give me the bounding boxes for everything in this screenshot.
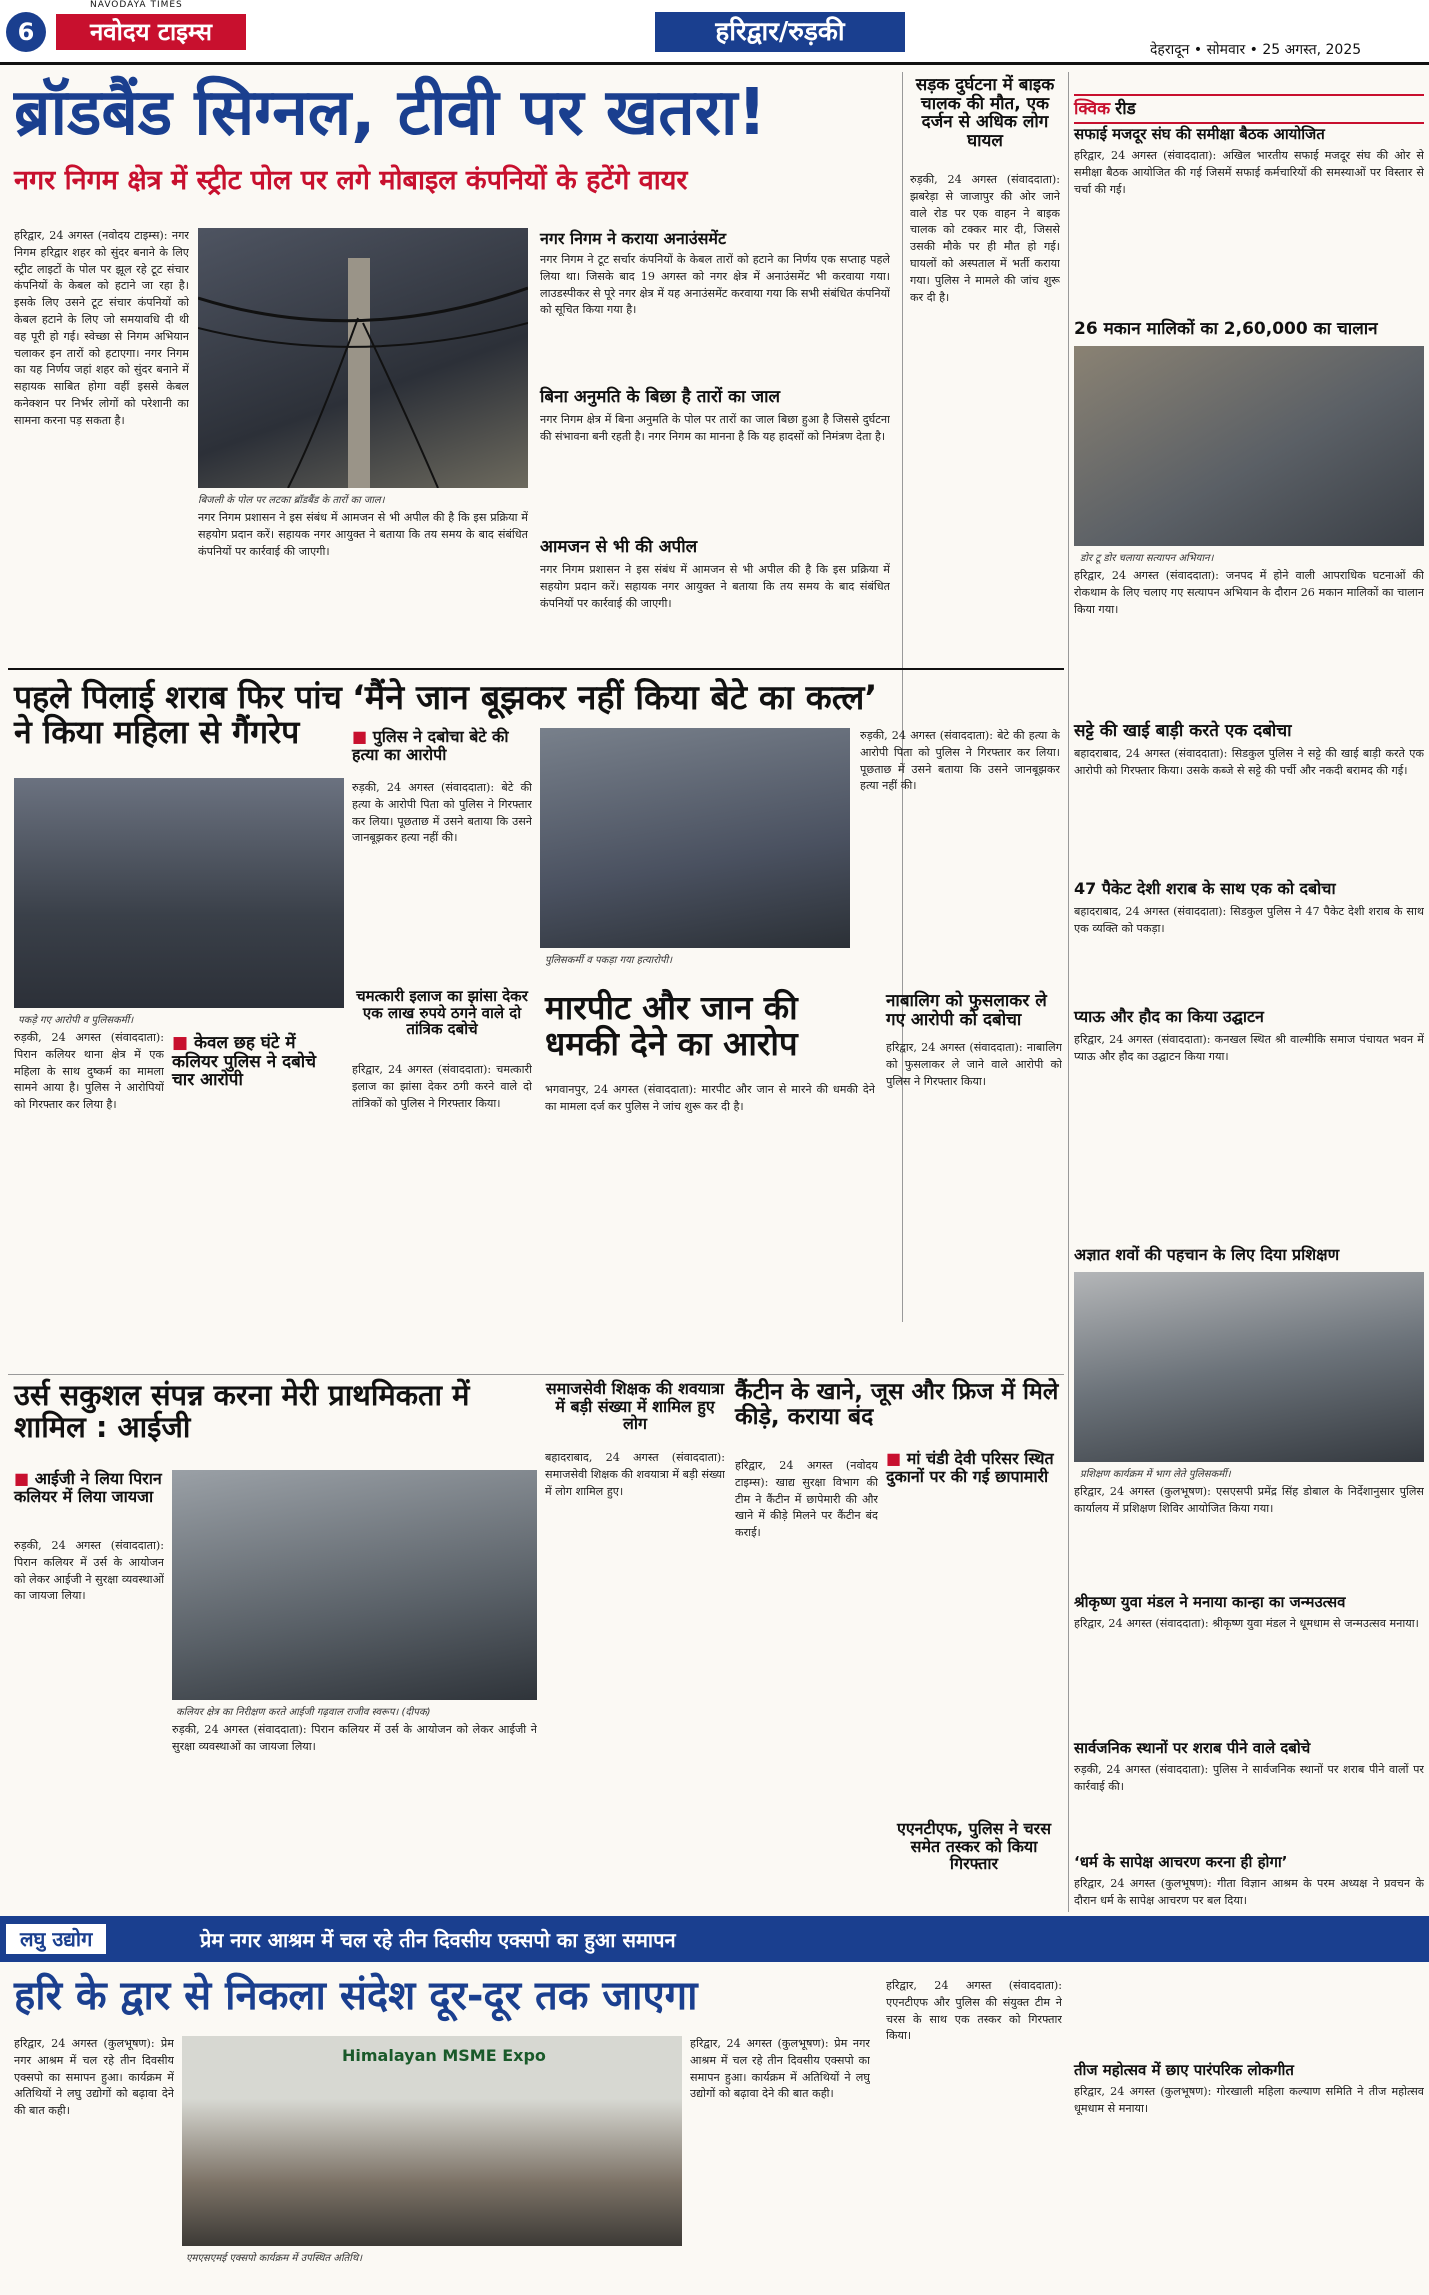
story8-headline: समाजसेवी शिक्षक की शवयात्रा में बड़ी संख्या में शामिल हुए लोग (545, 1379, 725, 1434)
story9-body: हरिद्वार, 24 अगस्त (नवोदय टाइम्स): खाद्य सुरक्षा विभाग की टीम ने कैंटीन में छापेमारी की और खाने में कीड़े मिलने पर कैंटीन बंद कराई। (735, 1459, 878, 1540)
masthead-tag: NAVODAYA TIMES (90, 0, 183, 10)
story3-body-cont: रुड़की, 24 अगस्त (संवाददाता): बेटे की हत्या के आरोपी पिता को पुलिस ने गिरफ्तार कर लिया। पूछताछ में उसने बताया कि उसने जानबूझकर हत्या नहीं की। (860, 729, 1060, 793)
story7-photo-caption: कलियर क्षेत्र का निरीक्षण करते आईजी गढ़वाल राजीव स्वरूप। (दीपक) (176, 1707, 431, 1718)
qr-photo (1074, 346, 1424, 546)
lead-sub1-body: नगर निगम ने टूट सर्चार कंपनियों के केबल तारों को हटाने का निर्णय एक सप्ताह पहले लिया था। जिसके बाद 19 अगस्त को नगर क्षेत्र में अनाउंसमेंट भी करवाया गया। लाउडस्पीकर से पूरे नगर क्षेत्र में यह अनाउंसमेंट करवाया गया कि सभी संबंधित कंपनियों को सूचित किया गया है। (540, 253, 890, 317)
story3-body: रुड़की, 24 अगस्त (संवाददाता): बेटे की हत्या के आरोपी पिता को पुलिस ने गिरफ्तार कर लिया। पूछताछ में उसने बताया कि उसने जानबूझकर हत्या नहीं की। (352, 781, 532, 845)
qr-item8-body: रुड़की, 24 अगस्त (संवाददाता): पुलिस ने सार्वजनिक स्थानों पर शराब पीने वालों पर कार्रवाई की। (1074, 1763, 1424, 1793)
story3-photo (540, 728, 850, 948)
banner-text: प्रेम नगर आश्रम में चल रहे तीन दिवसीय एक्सपो का हुआ समापन (200, 1928, 676, 1952)
lead-photo (198, 228, 528, 488)
qr-item3-body: बहादराबाद, 24 अगस्त (संवाददाता): सिडकुल पुलिस ने सट्टे की खाई बाड़ी करते एक आरोपी को गिरफ्तार किया। उसके कब्जे से सट्टे की पर्ची और नकदी बरामद की गई। (1074, 747, 1424, 777)
lead-body: हरिद्वार, 24 अगस्त (नवोदय टाइम्स): नगर निगम हरिद्वार शहर को सुंदर बनाने के लिए स्ट्रीट लाइटों के पोल पर झूल रहे टूट संचार कंपनियों के केबल को हटाने जा रहा है। इसके लिए उसने टूट संचार कंपनियों को केबल हटाने के लिए जो समयावधि दी थी वह पूरी हो गई। स्वेच्छा से निगम अभियान चलाकर इन तारों को हटाएगा। नगर निगम का यह निर्णय जहां शहर को सुंदर बनाने में सहायक साबित होगा वहीं इससे केबल कनेक्शन पर निर्भर लोगों को परेशानी का सामना करना पड़ सकता है। (14, 229, 189, 427)
story11-headline: हरि के द्वार से निकला संदेश दूर-दूर तक जाएगा (14, 1973, 698, 2019)
story7-photo (172, 1470, 537, 1700)
row-rule (8, 668, 1064, 670)
story2-body: रुड़की, 24 अगस्त (संवाददाता): पिरान कलियर थाना क्षेत्र में एक महिला के साथ दुष्कर्म का मामला सामने आया है। पुलिस ने आरोपियों को गिरफ्तार कर लिया है। (14, 1031, 164, 1112)
qr-item10-head: तीज महोत्सव में छाए पारंपरिक लोकगीत (1074, 2061, 1294, 2079)
qr-item10-body: हरिद्वार, 24 अगस्त (कुलभूषण): गोरखाली महिला कल्याण समिति ने तीज महोत्सव धूमधाम से मनाया। (1074, 2085, 1424, 2115)
qr-item3-head: सट्टे की खाई बाड़ी करते एक दबोचा (1074, 721, 1292, 741)
story3-photo-caption: पुलिसकर्मी व पकड़ा गया हत्यारोपी। (545, 955, 672, 966)
quick-read-label-a: क्विक (1074, 99, 1111, 119)
story2-photo-caption: पकड़े गए आरोपी व पुलिसकर्मी। (18, 1015, 134, 1026)
qr-item6-head: अज्ञात शवों की पहचान के लिए दिया प्रशिक्षण (1074, 1245, 1340, 1264)
story11-body: हरिद्वार, 24 अगस्त (कुलभूषण): प्रेम नगर आश्रम में चल रहे तीन दिवसीय एक्सपो का समापन हुआ। कार्यक्रम में अतिथियों ने लघु उद्योगों को बढ़ावा देने की बात कही। (14, 2037, 174, 2118)
story9-sub: ■ मां चंडी देवी परिसर स्थित दुकानों पर की गई छापामारी (886, 1450, 1062, 1485)
story3-headline: ‘मैंने जान बूझकर नहीं किया बेटे का कत्ल’ (352, 678, 878, 718)
story6-body: हरिद्वार, 24 अगस्त (संवाददाता): नाबालिग को फुसलाकर ले जाने वाले आरोपी को पुलिस ने गिरफ्तार किया। (886, 1041, 1062, 1088)
story5-body: भगवानपुर, 24 अगस्त (संवाददाता): मारपीट और जान से मारने की धमकी देने का मामला दर्ज कर पुलिस ने जांच शुरू कर दी है। (545, 1083, 875, 1113)
column-rule-2 (1068, 72, 1069, 1912)
story2-photo (14, 778, 344, 1008)
qr-item9-head: ‘धर्म के सापेक्ष आचरण करना ही होगा’ (1074, 1853, 1288, 1871)
qr-item4-head: 47 पैकेट देशी शराब के साथ एक को दबोचा (1074, 879, 1336, 898)
qr-item5-head: प्याऊ और हौद का किया उद्घाटन (1074, 1007, 1264, 1026)
story7-body-cont: रुड़की, 24 अगस्त (संवाददाता): पिरान कलियर में उर्स के आयोजन को लेकर आईजी ने सुरक्षा व्यवस्थाओं का जायजा लिया। (172, 1723, 537, 1753)
page-number: 6 (6, 12, 46, 52)
qr-photo-caption: डोर टू डोर चलाया सत्यापन अभियान। (1080, 553, 1214, 564)
qr-item7-body: हरिद्वार, 24 अगस्त (संवाददाता): श्रीकृष्ण युवा मंडल ने धूमधाम से जन्मउत्सव मनाया। (1074, 1617, 1419, 1630)
qr-item1-head: सफाई मजदूर संघ की समीक्षा बैठक आयोजित (1074, 125, 1325, 143)
qr-photo2 (1074, 1272, 1424, 1462)
section-title: हरिद्वार/रुड़की (655, 12, 905, 52)
story11-body-cont: हरिद्वार, 24 अगस्त (कुलभूषण): प्रेम नगर आश्रम में चल रहे तीन दिवसीय एक्सपो का समापन हुआ। कार्यक्रम में अतिथियों ने लघु उद्योगों को बढ़ावा देने की बात कही। (690, 2037, 870, 2101)
story2-headline: पहले पिलाई शराब फिर पांच ने किया महिला से गैंगरेप (14, 678, 342, 752)
expo-sign: Himalayan MSME Expo (342, 2046, 546, 2065)
story3-sub: ■ पुलिस ने दबोचा बेटे की हत्या का आरोपी (352, 728, 532, 763)
qr-item2-body: हरिद्वार, 24 अगस्त (संवाददाता): जनपद में होने वाली आपराधिक घटनाओं की रोकथाम के लिए चलाए गए सत्यापन अभियान के दौरान 26 मकान मालिकों का चालान किया गया। (1074, 569, 1424, 616)
story10-headline: एएनटीएफ, पुलिस ने चरस समेत तस्कर को किया गिरफ्तार (896, 1819, 1052, 1874)
qr-item2-head: 26 मकान मालिकों का 2,60,000 का चालान (1074, 319, 1378, 339)
qr-item7-head: श्रीकृष्ण युवा मंडल ने मनाया कान्हा का जन्मउत्सव (1074, 1593, 1346, 1611)
banner-label: लघु उद्योग (6, 1924, 106, 1954)
lead-subhead: नगर निगम क्षेत्र में स्ट्रीट पोल पर लगे मोबाइल कंपनियों के हटेंगे वायर (14, 165, 688, 196)
story11-photo (182, 2036, 682, 2246)
story7-body: रुड़की, 24 अगस्त (संवाददाता): पिरान कलियर में उर्स के आयोजन को लेकर आईजी ने सुरक्षा व्यवस्थाओं का जायजा लिया। (14, 1539, 164, 1603)
story9-headline: कैंटीन के खाने, जूस और फ्रिज में मिले कीड़े, कराया बंद (735, 1379, 1059, 1431)
story4-headline: चमत्कारी इलाज का झांसा देकर एक लाख रुपये ठगने वाले दो तांत्रिक दबोचे (356, 987, 528, 1038)
story11-photo-caption: एमएसएमई एक्सपो कार्यक्रम में उपस्थित अतिथि। (186, 2253, 363, 2264)
masthead: नवोदय टाइम्स (56, 14, 246, 50)
story7-sub: ■ आईजी ने लिया पिरान कलियर में लिया जायजा (14, 1470, 164, 1505)
story4-body: हरिद्वार, 24 अगस्त (संवाददाता): चमत्कारी इलाज का झांसा देकर ठगी करने वाले दो तांत्रिकों को पुलिस ने गिरफ्तार किया। (352, 1063, 532, 1110)
lead-sub3-body: नगर निगम प्रशासन ने इस संबंध में आमजन से भी अपील की है कि इस प्रक्रिया में सहयोग प्रदान करें। सहायक नगर आयुक्त ने बताया कि तय समय के बाद संबंधित कंपनियों पर कार्रवाई की जाएगी। (540, 563, 890, 610)
qr-item9-body: हरिद्वार, 24 अगस्त (कुलभूषण): गीता विज्ञान आश्रम के परम अध्यक्ष ने प्रवचन के दौरान धर्म के सापेक्ष आचरण पर बल दिया। (1074, 1877, 1424, 1907)
qr-item4-body: बहादराबाद, 24 अगस्त (संवाददाता): सिडकुल पुलिस ने 47 पैकेट देशी शराब के साथ एक व्यक्ति को पकड़ा। (1074, 905, 1424, 935)
quick-read-label-b: रीड (1115, 99, 1136, 119)
lead-photo-caption: बिजली के पोल पर लटका ब्रॉडबैंड के तारों का जाल। (198, 495, 385, 506)
qr-item8-head: सार्वजनिक स्थानों पर शराब पीने वाले दबोचे (1074, 1739, 1311, 1757)
lead-sub3: आमजन से भी की अपील (540, 537, 698, 557)
dateline: देहरादून • सोमवार • 25 अगस्त, 2025 (1150, 42, 1362, 58)
lead-sub2: बिना अनुमति के बिछा है तारों का जाल (540, 387, 781, 407)
small-industry-banner (0, 1916, 1429, 1962)
lead-headline: ब्रॉडबैंड सिग्नल, टीवी पर खतरा! (14, 76, 767, 150)
lead-body-cont: नगर निगम प्रशासन ने इस संबंध में आमजन से भी अपील की है कि इस प्रक्रिया में सहयोग प्रदान करें। सहायक नगर आयुक्त ने बताया कि तय समय के बाद संबंधित कंपनियों पर कार्रवाई की जाएगी। (198, 511, 528, 558)
row-rule-2 (8, 1374, 1064, 1375)
pole-wires-image (198, 228, 528, 488)
qr-item5-body: हरिद्वार, 24 अगस्त (संवाददाता): कनखल स्थित श्री वाल्मीकि समाज पंचायत भवन में प्याऊ और हौद का उद्घाटन किया गया। (1074, 1033, 1424, 1063)
story2-sub: ■ केवल छह घंटे में कलियर पुलिस ने दबोचे चार आरोपी (172, 1034, 344, 1090)
story6-headline: नाबालिग को फुसलाकर ले गए आरोपी को दबोचा (886, 991, 1047, 1030)
story7-headline: उर्स सकुशल संपन्न करना मेरी प्राथमिकता में शामिल : आईजी (14, 1378, 470, 1444)
lead-sub1: नगर निगम ने कराया अनाउंसमेंट (540, 229, 727, 248)
qr-photo2-caption: प्रशिक्षण कार्यक्रम में भाग लेते पुलिसकर्मी। (1080, 1469, 1231, 1480)
story8-body: बहादराबाद, 24 अगस्त (संवाददाता): समाजसेवी शिक्षक की शवयात्रा में बड़ी संख्या में लोग शामिल हुए। (545, 1451, 725, 1498)
qr-item6-body: हरिद्वार, 24 अगस्त (कुलभूषण): एसएसपी प्रमेंद्र सिंह डोबाल के निर्देशानुसार पुलिस कार्यालय में प्रशिक्षण शिविर आयोजित किया गया। (1074, 1485, 1424, 1515)
accident-headline: सड़क दुर्घटना में बाइक चालक की मौत, एक दर्जन से अधिक लोग घायल (915, 75, 1055, 152)
story5-headline: मारपीट और जान की धमकी देने का आरोप (545, 988, 798, 1064)
accident-body: रुड़की, 24 अगस्त (संवाददाता): झबरेड़ा से जाजापुर की ओर जाने वाले रोड पर एक वाहन ने बाइक चालक को टक्कर मार दी, जिससे उसकी मौके पर ही मौत हो गई। घायलों को अस्पताल में भर्ती कराया गया। पुलिस ने मामले की जांच शुरू कर दी है। (910, 173, 1060, 304)
qr-item1-body: हरिद्वार, 24 अगस्त (संवाददाता): अखिल भारतीय सफाई मजदूर संघ की ओर से समीक्षा बैठक आयोजित की गई जिसमें सफाई कर्मचारियों की समस्याओं पर विस्तार से चर्चा की गई। (1074, 149, 1424, 196)
quick-read-label (1074, 94, 1424, 124)
lead-sub2-body: नगर निगम क्षेत्र में बिना अनुमति के पोल पर तारों का जाल बिछा हुआ है जिससे दुर्घटना की संभावना बनी रहती है। नगर निगम का मानना है कि यह हादसों को निमंत्रण देता है। (540, 413, 890, 443)
story10-body: हरिद्वार, 24 अगस्त (संवाददाता): एएनटीएफ और पुलिस की संयुक्त टीम ने चरस के साथ एक तस्कर को गिरफ्तार किया। (886, 1979, 1062, 2043)
